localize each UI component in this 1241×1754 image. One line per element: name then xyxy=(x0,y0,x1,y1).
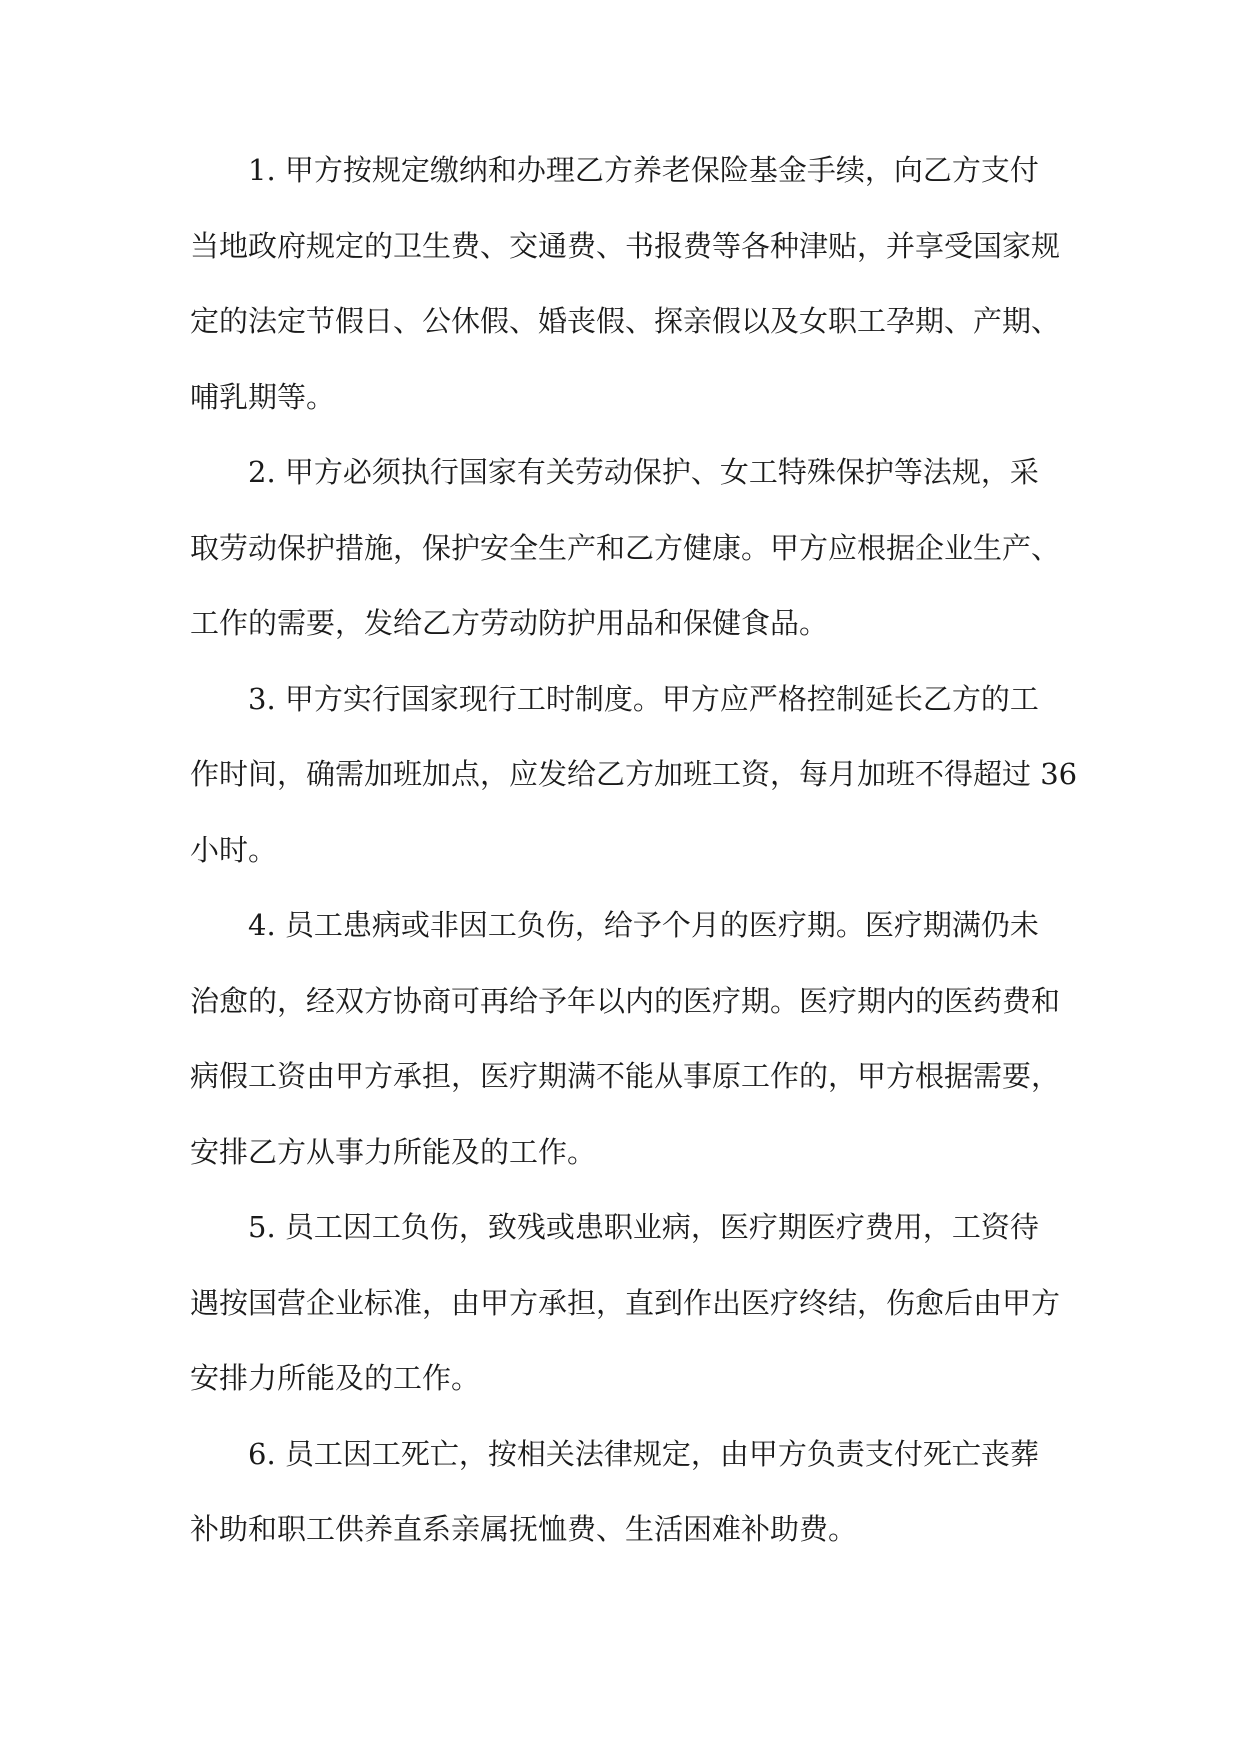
clause-4-line-3: 病假工资由甲方承担，医疗期满不能从事原工作的，甲方根据需要， xyxy=(190,1059,1061,1093)
clause-1-line-3: 定的法定节假日、公休假、婚丧假、探亲假以及女职工孕期、产期、 xyxy=(190,304,1061,338)
clause-1-line-2: 当地政府规定的卫生费、交通费、书报费等各种津贴，并享受国家规 xyxy=(190,229,1061,263)
clause-6-line-1: 6. 员工因工死亡，按相关法律规定，由甲方负责支付死亡丧葬 xyxy=(248,1437,1039,1471)
clause-1-line-4: 哺乳期等。 xyxy=(190,380,336,414)
clause-1-line-1: 1. 甲方按规定缴纳和办理乙方养老保险基金手续，向乙方支付 xyxy=(248,153,1039,187)
clause-3-line-1: 3. 甲方实行国家现行工时制度。甲方应严格控制延长乙方的工 xyxy=(248,682,1039,716)
clause-6-line-2: 补助和职工供养直系亲属抚恤费、生活困难补助费。 xyxy=(190,1512,858,1546)
clause-2-line-3: 工作的需要，发给乙方劳动防护用品和保健食品。 xyxy=(190,606,829,640)
clause-2-line-2: 取劳动保护措施，保护安全生产和乙方健康。甲方应根据企业生产、 xyxy=(190,531,1061,565)
clause-3-line-3: 小时。 xyxy=(190,833,278,867)
clause-3-line-2: 作时间，确需加班加点，应发给乙方加班工资，每月加班不得超过 36 xyxy=(190,757,1078,791)
clause-2-line-1: 2. 甲方必须执行国家有关劳动保护、女工特殊保护等法规，采 xyxy=(248,455,1039,489)
clause-4-line-1: 4. 员工患病或非因工负伤，给予个月的医疗期。医疗期满仍未 xyxy=(248,908,1039,942)
clause-4-line-2: 治愈的，经双方协商可再给予年以内的医疗期。医疗期内的医药费和 xyxy=(190,984,1061,1018)
clause-5-line-3: 安排力所能及的工作。 xyxy=(190,1361,481,1395)
clause-5-line-1: 5. 员工因工负伤，致残或患职业病，医疗期医疗费用，工资待 xyxy=(248,1210,1039,1244)
clause-5-line-2: 遇按国营企业标准，由甲方承担，直到作出医疗终结，伤愈后由甲方 xyxy=(190,1286,1061,1320)
clause-4-line-4: 安排乙方从事力所能及的工作。 xyxy=(190,1135,597,1169)
